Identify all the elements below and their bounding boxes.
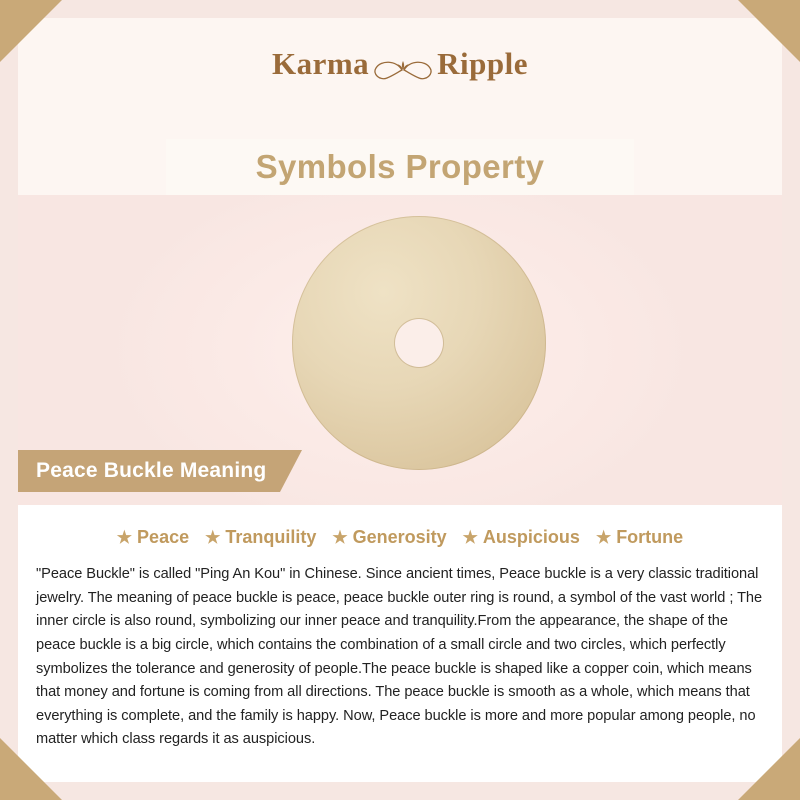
brand-name-left: Karma bbox=[271, 46, 370, 81]
corner-accent-bottom-left bbox=[0, 738, 62, 800]
keyword-label: Tranquility bbox=[225, 527, 317, 547]
keyword-item bbox=[205, 527, 316, 548]
description-paragraph: "Peace Buckle" is called "Ping An Kou" in Chinese. Since ancient times, Peace buckle is a very classic traditional jewelry. The meaning of peace buckle is peace, peace buckle outer ring is round, a symbol of the vast world ; The inner circle is also round, symbolizing our inner peace and tranquility.From the appearance, the shape of the peace buckle is a big circle, which contains the combination of a small circle and two circles, which perfectly symbolizes the tolerance and generosity of people.The peace buckle is shaped like a copper coin, which means that money and fortune is coming from all directions. The peace buckle is smooth as a whole, which means that everything is complete, and the family is happy. Now, Peace buckle is more and more popular among people, no matter which class regards it as auspicious. bbox=[36, 566, 763, 748]
keyword-label: Generosity bbox=[352, 527, 447, 547]
section-ribbon-label: Peace Buckle Meaning bbox=[36, 459, 267, 482]
star-icon: ★ bbox=[116, 528, 133, 547]
lotus-infinity-icon bbox=[371, 55, 435, 85]
star-icon: ★ bbox=[205, 528, 221, 547]
keyword-item bbox=[117, 527, 189, 548]
peace-buckle-inner-hole bbox=[395, 319, 443, 367]
keyword-item bbox=[332, 527, 446, 548]
keyword-label: Peace bbox=[137, 527, 190, 547]
keyword-item bbox=[596, 527, 683, 548]
description-panel bbox=[18, 505, 782, 782]
section-ribbon-tail bbox=[280, 450, 302, 492]
peace-buckle-figure bbox=[292, 216, 546, 470]
corner-accent-bottom-right bbox=[738, 738, 800, 800]
keyword-label: Fortune bbox=[616, 527, 684, 547]
star-icon: ★ bbox=[595, 528, 612, 547]
keyword-label: Auspicious bbox=[482, 527, 580, 547]
page-title: Symbols Property bbox=[255, 148, 545, 185]
section-ribbon bbox=[18, 450, 302, 492]
star-icon: ★ bbox=[462, 528, 478, 547]
section-ribbon-body bbox=[18, 450, 280, 492]
brand-logo bbox=[0, 46, 800, 85]
page-title-banner bbox=[166, 139, 634, 195]
keyword-list bbox=[18, 527, 782, 548]
brand-name-right: Ripple bbox=[437, 46, 529, 81]
star-icon: ★ bbox=[332, 528, 348, 547]
keyword-item bbox=[463, 527, 580, 548]
